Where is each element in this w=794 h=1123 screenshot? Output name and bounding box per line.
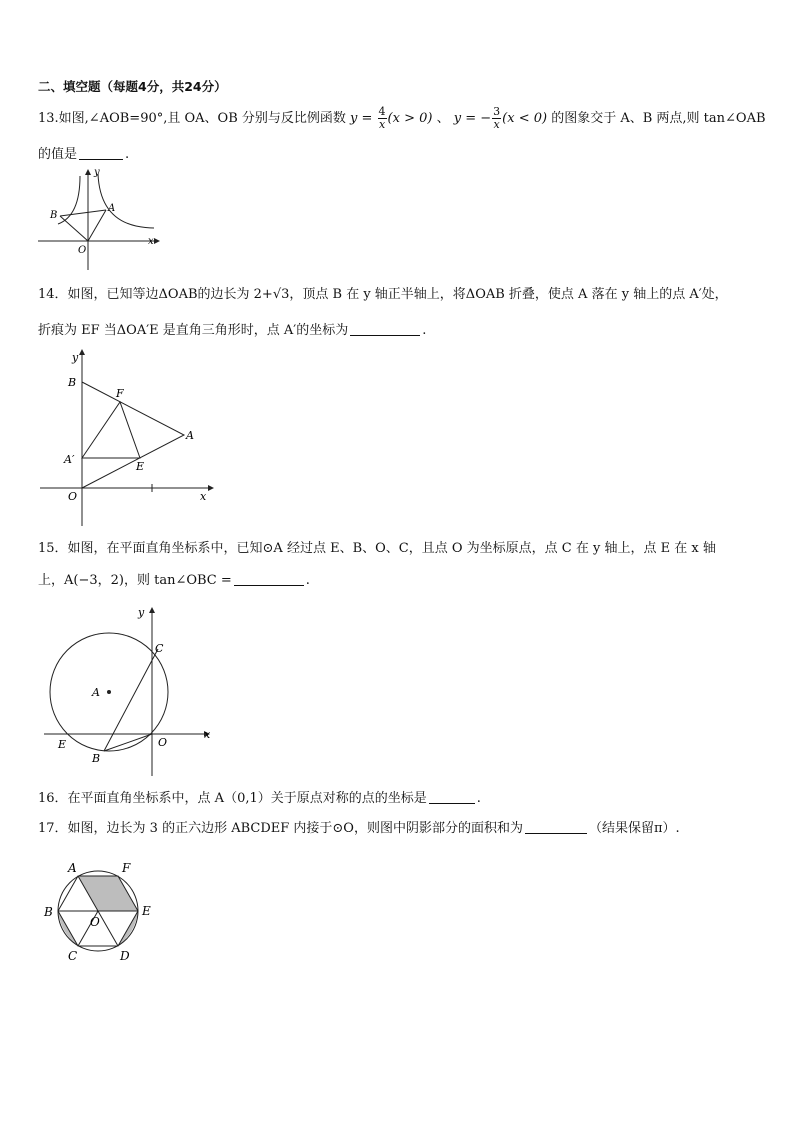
q13-fraction-2: $\frac{3}{x}$ [493,105,501,131]
fig15-label-x: x [204,728,211,741]
q15-line1: 15．如图，在平面直角坐标系中，已知⊙A 经过点 E、B、O、C，且点 O 为坐标原点，点 C 在 y 轴上，点 E 在 x 轴 [38,541,716,556]
fig14-label-f: F [116,387,124,400]
fig14-label-b: B [68,376,77,389]
fig13-label-y: y [94,167,100,178]
figure-17 [40,858,164,968]
fig13-curve-right [98,174,154,228]
q17-answer-blank[interactable] [525,820,587,834]
q15-answer-blank[interactable] [234,572,304,586]
figure-13 [36,166,160,276]
fig14-label-y: y [72,351,79,364]
q13-line1: 13.如图,∠AOB=90°,且 OA、OB 分别与反比例函数 y = $\frac{4}{x}$ (x > 0) 、 y = − $\frac{3}{x}$ (x < 0) 的图象交于 A、B 两点,则 tan∠OAB [38,105,766,131]
fig17-label-c: C [68,949,78,963]
q16-answer-blank[interactable] [429,790,475,804]
figure-15 [38,600,220,780]
fig17-segment-od [98,911,118,946]
q13-f2-condition: (x < 0) [502,111,548,126]
fig15-segment-bc [104,649,158,751]
q14-line1: 14．如图，已知等边ΔOAB的边长为 2+√3，顶点 B 在 y 轴正半轴上，将ΔOAB 折叠，使点 A 落在 y 轴上的点 A′处， [38,287,728,302]
fig15-label-c: C [155,642,164,655]
fig14-label-e: E [136,460,145,473]
q16-line: 16．在平面直角坐标系中，点 A（0,1）关于原点对称的点的坐标是 . [38,791,481,806]
q14-line2: 折痕为 EF 当ΔOA′E 是直角三角形时，点 A′的坐标为 . [38,323,427,338]
fig13-label-a: A [108,203,116,214]
q13-line2: 的值是 . [38,147,130,162]
q13-f1-y: y = [350,111,373,126]
fig15-label-o: O [158,736,168,749]
fig15-label-a: A [92,686,100,699]
q15-line2: 上，A(−3，2)，则 tan∠OBC = . [38,573,310,588]
fig13-label-b: B [50,210,58,221]
q13-text: 13.如图,∠AOB=90°,且 OA、OB 分别与反比例函数 [38,111,346,126]
q14-answer-blank[interactable] [350,322,420,336]
fig17-label-e: E [142,904,151,918]
fig14-label-x: x [200,490,207,503]
fig15-label-e: E [58,738,67,751]
q13-fraction-1: $\frac{4}{x}$ [378,105,386,131]
fig14-triangle-a1fe [82,402,140,458]
fig13-segment-ab [60,210,106,216]
fig14-label-a: A [186,429,194,442]
q13-answer-blank[interactable] [79,146,123,160]
fig17-label-b: B [44,905,53,919]
fig15-label-y: y [138,606,145,619]
fig17-label-a: A [68,861,77,875]
fig14-label-a-prime: A′ [64,453,75,466]
fig13-segment-oa [88,210,106,241]
fig14-label-o: O [68,490,78,503]
fig15-label-b: B [92,752,101,765]
fig17-shade-parallelogram [78,876,138,911]
fig13-label-o: O [78,245,87,256]
figure-14 [36,346,220,528]
fig13-segment-ob [60,216,88,241]
fig17-label-o: O [90,915,100,929]
q13-f2-y: y = − [453,111,492,126]
q13-f1-condition: (x > 0) [387,111,433,126]
fig15-center-a [107,690,111,694]
q17-line: 17．如图，边长为 3 的正六边形 ABCDEF 内接于⊙O，则图中阴影部分的面积和为 （结果保留π）. [38,821,680,836]
fig17-label-f: F [122,861,131,875]
fig13-label-x: x [148,236,154,247]
section-title: 二、填空题（每题4分，共24分） [38,79,227,94]
fig17-label-d: D [120,949,130,963]
